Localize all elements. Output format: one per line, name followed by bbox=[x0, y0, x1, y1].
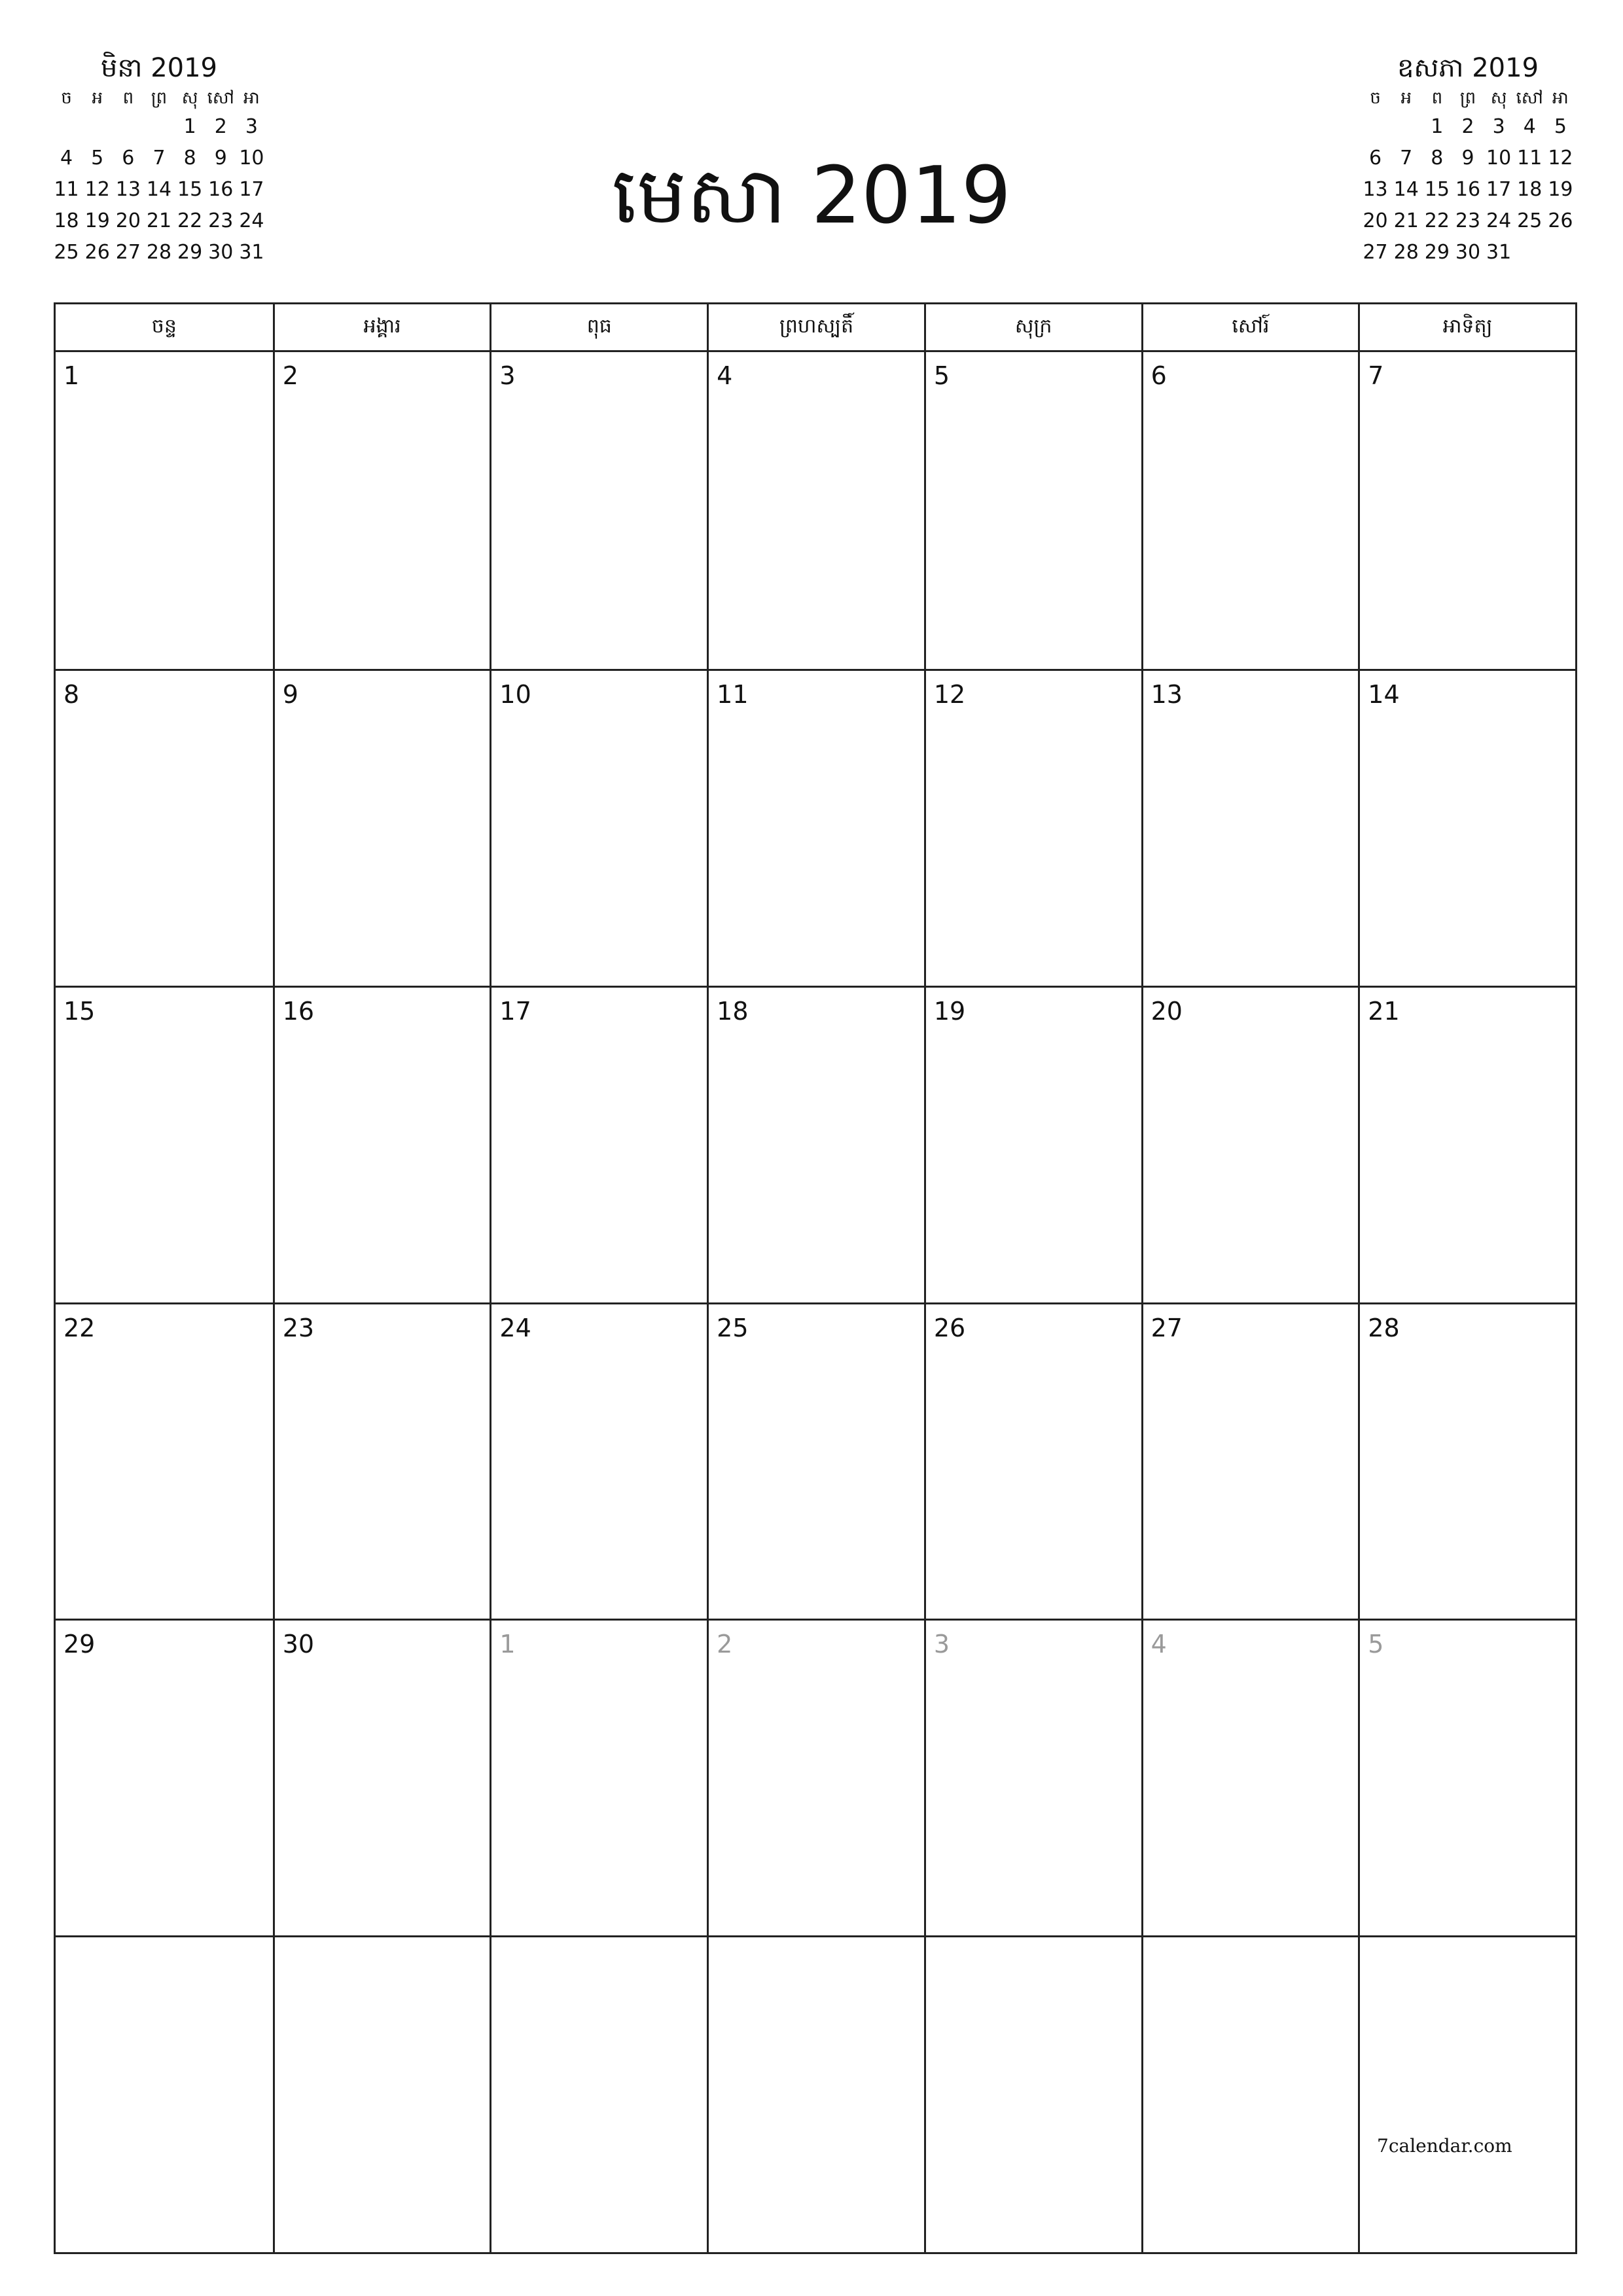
mini-day: 2 bbox=[1461, 115, 1474, 138]
day-number: 1 bbox=[499, 1630, 516, 1659]
mini-day: 9 bbox=[214, 147, 227, 170]
mini-day bbox=[143, 111, 174, 143]
day-number: 17 bbox=[499, 996, 531, 1026]
weekday-header: ព្រហស្បតិ៍ bbox=[707, 304, 924, 350]
mini-day: 23 bbox=[1455, 209, 1481, 232]
mini-day bbox=[113, 111, 143, 143]
mini-weekday: ច bbox=[1370, 88, 1381, 108]
mini-day: 21 bbox=[1393, 209, 1419, 232]
day-number: 8 bbox=[63, 679, 80, 709]
mini-day: 4 bbox=[60, 147, 73, 170]
mini-weekday: ព្រ bbox=[151, 88, 168, 108]
mini-weekday: អ bbox=[92, 88, 103, 108]
mini-day: 1 bbox=[1431, 115, 1444, 138]
weekday-header: សុក្រ bbox=[924, 304, 1141, 350]
day-cell bbox=[56, 1935, 273, 2252]
day-cell bbox=[490, 352, 707, 669]
mini-weekday: ច bbox=[61, 88, 72, 108]
day-number: 13 bbox=[1150, 679, 1183, 709]
day-cell bbox=[1358, 986, 1575, 1302]
mini-day: 26 bbox=[84, 241, 110, 264]
day-number: 22 bbox=[63, 1313, 96, 1342]
day-number: 4 bbox=[1150, 1630, 1167, 1659]
mini-weekday: សុ bbox=[1490, 88, 1507, 108]
day-number: 14 bbox=[1368, 679, 1400, 709]
mini-day bbox=[1545, 237, 1576, 268]
day-number: 2 bbox=[282, 361, 298, 390]
mini-day: 10 bbox=[1486, 147, 1512, 170]
mini-weekday: ព bbox=[122, 88, 134, 108]
day-number: 5 bbox=[1368, 1630, 1384, 1659]
mini-day: 19 bbox=[84, 209, 110, 232]
mini-day: 6 bbox=[122, 147, 135, 170]
mini-weekday: អា bbox=[243, 88, 260, 108]
day-cell bbox=[273, 352, 490, 669]
mini-day: 25 bbox=[1517, 209, 1543, 232]
mini-day: 24 bbox=[1486, 209, 1512, 232]
day-cell bbox=[273, 1935, 490, 2252]
mini-day: 22 bbox=[177, 209, 203, 232]
mini-day: 14 bbox=[146, 178, 172, 201]
day-number: 16 bbox=[282, 996, 315, 1026]
mini-day: 18 bbox=[1517, 178, 1543, 201]
day-cell bbox=[924, 1619, 1141, 1935]
day-number: 3 bbox=[499, 361, 516, 390]
mini-day: 16 bbox=[208, 178, 234, 201]
day-cell bbox=[707, 669, 924, 986]
mini-day: 30 bbox=[208, 241, 234, 264]
mini-day: 24 bbox=[239, 209, 264, 232]
month-calendar-grid bbox=[54, 302, 1577, 2254]
mini-day: 3 bbox=[1492, 115, 1505, 138]
day-number: 2 bbox=[717, 1630, 733, 1659]
day-cell bbox=[1358, 1935, 1575, 2252]
weekday-header: ពុធ bbox=[490, 304, 707, 350]
day-cell bbox=[490, 1302, 707, 1619]
mini-day: 28 bbox=[146, 241, 172, 264]
weekday-header: អង្គារ bbox=[273, 304, 490, 350]
weekday-header: សៅរ៍ bbox=[1141, 304, 1359, 350]
mini-day: 8 bbox=[1431, 147, 1444, 170]
mini-day: 20 bbox=[1363, 209, 1388, 232]
day-number: 1 bbox=[63, 361, 80, 390]
mini-day: 26 bbox=[1548, 209, 1573, 232]
day-cell bbox=[707, 352, 924, 669]
day-number: 15 bbox=[63, 996, 96, 1026]
day-cell bbox=[56, 1619, 273, 1935]
day-number: 25 bbox=[717, 1313, 749, 1342]
mini-weekday: ព្រ bbox=[1459, 88, 1476, 108]
mini-day: 23 bbox=[208, 209, 234, 232]
day-cell bbox=[490, 1935, 707, 2252]
mini-day: 27 bbox=[1363, 241, 1388, 264]
day-number: 23 bbox=[282, 1313, 315, 1342]
next-month-title: ឧសភា 2019 bbox=[1397, 53, 1539, 83]
mini-day: 5 bbox=[1554, 115, 1567, 138]
day-number: 7 bbox=[1368, 361, 1384, 390]
mini-day: 12 bbox=[84, 178, 110, 201]
mini-day: 13 bbox=[115, 178, 141, 201]
mini-day: 11 bbox=[54, 178, 79, 201]
day-number: 3 bbox=[933, 1630, 950, 1659]
mini-day: 7 bbox=[1400, 147, 1413, 170]
mini-day: 13 bbox=[1363, 178, 1388, 201]
mini-day: 27 bbox=[115, 241, 141, 264]
day-number: 18 bbox=[717, 996, 749, 1026]
mini-day: 16 bbox=[1455, 178, 1481, 201]
mini-day bbox=[1391, 111, 1421, 143]
day-number: 9 bbox=[282, 679, 298, 709]
mini-day: 25 bbox=[54, 241, 79, 264]
day-number: 21 bbox=[1368, 996, 1400, 1026]
day-cell bbox=[1141, 669, 1359, 986]
mini-day: 30 bbox=[1455, 241, 1481, 264]
day-cell bbox=[56, 1302, 273, 1619]
next-month-mini-calendar bbox=[1360, 51, 1576, 268]
day-cell bbox=[707, 986, 924, 1302]
day-number: 24 bbox=[499, 1313, 531, 1342]
weekday-header-row bbox=[56, 304, 1575, 352]
mini-weekday: អ bbox=[1400, 88, 1412, 108]
mini-day: 4 bbox=[1523, 115, 1536, 138]
day-cell bbox=[490, 986, 707, 1302]
day-number: 27 bbox=[1150, 1313, 1183, 1342]
mini-day: 14 bbox=[1393, 178, 1419, 201]
day-cell bbox=[1358, 669, 1575, 986]
day-number: 12 bbox=[933, 679, 966, 709]
mini-day bbox=[1514, 237, 1545, 268]
prev-month-mini-calendar bbox=[51, 51, 267, 268]
mini-day: 29 bbox=[177, 241, 203, 264]
day-cell bbox=[1358, 1302, 1575, 1619]
day-number: 30 bbox=[282, 1630, 315, 1659]
mini-weekday: អា bbox=[1552, 88, 1569, 108]
mini-day: 12 bbox=[1548, 147, 1573, 170]
day-cell bbox=[924, 1935, 1141, 2252]
mini-day: 5 bbox=[91, 147, 104, 170]
day-cell bbox=[707, 1619, 924, 1935]
day-cell bbox=[1358, 1619, 1575, 1935]
mini-day: 28 bbox=[1393, 241, 1419, 264]
mini-day: 1 bbox=[183, 115, 196, 138]
mini-weekday: សៅ bbox=[1516, 88, 1543, 108]
day-cell bbox=[490, 669, 707, 986]
page-title: មេសា 2019 bbox=[611, 151, 1012, 242]
day-number: 10 bbox=[499, 679, 531, 709]
day-cell bbox=[273, 669, 490, 986]
mini-day: 17 bbox=[1486, 178, 1512, 201]
mini-day: 31 bbox=[239, 241, 264, 264]
day-cell bbox=[1141, 1619, 1359, 1935]
mini-day: 2 bbox=[214, 115, 227, 138]
day-cell bbox=[56, 669, 273, 986]
prev-month-grid bbox=[51, 85, 267, 268]
day-number: 11 bbox=[717, 679, 749, 709]
mini-day: 6 bbox=[1369, 147, 1382, 170]
prev-month-title: មិនា 2019 bbox=[101, 53, 217, 83]
day-cell bbox=[1141, 352, 1359, 669]
day-cell bbox=[273, 1302, 490, 1619]
mini-day: 18 bbox=[54, 209, 79, 232]
mini-day: 7 bbox=[152, 147, 166, 170]
day-cell bbox=[1141, 986, 1359, 1302]
mini-day: 15 bbox=[1424, 178, 1450, 201]
mini-day: 10 bbox=[239, 147, 264, 170]
day-number: 28 bbox=[1368, 1313, 1400, 1342]
mini-day: 3 bbox=[245, 115, 258, 138]
day-cell bbox=[924, 1302, 1141, 1619]
mini-day: 19 bbox=[1548, 178, 1573, 201]
day-number: 20 bbox=[1150, 996, 1183, 1026]
day-cell bbox=[1141, 1302, 1359, 1619]
mini-weekday: សុ bbox=[181, 88, 198, 108]
day-number: 29 bbox=[63, 1630, 96, 1659]
mini-weekday: ព bbox=[1431, 88, 1443, 108]
day-cell bbox=[924, 986, 1141, 1302]
mini-day: 8 bbox=[183, 147, 196, 170]
mini-day: 20 bbox=[115, 209, 141, 232]
next-month-grid bbox=[1360, 85, 1576, 268]
site-credit: 7calendar.com bbox=[1377, 2135, 1512, 2157]
day-cell bbox=[707, 1935, 924, 2252]
day-cell bbox=[924, 352, 1141, 669]
day-number: 5 bbox=[933, 361, 950, 390]
day-cell bbox=[490, 1619, 707, 1935]
mini-day: 22 bbox=[1424, 209, 1450, 232]
mini-weekday: សៅ bbox=[207, 88, 234, 108]
mini-day: 29 bbox=[1424, 241, 1450, 264]
day-cell bbox=[56, 352, 273, 669]
mini-day bbox=[51, 111, 82, 143]
day-cell bbox=[707, 1302, 924, 1619]
day-number: 19 bbox=[933, 996, 966, 1026]
day-cell bbox=[1141, 1935, 1359, 2252]
weekday-header: ចន្ទ bbox=[151, 315, 177, 338]
mini-day: 11 bbox=[1517, 147, 1543, 170]
mini-day: 21 bbox=[146, 209, 172, 232]
weekday-header: អាទិត្យ bbox=[1358, 304, 1575, 350]
mini-day: 31 bbox=[1486, 241, 1512, 264]
mini-day bbox=[82, 111, 113, 143]
mini-day bbox=[1360, 111, 1391, 143]
day-cell bbox=[924, 669, 1141, 986]
day-cell bbox=[273, 1619, 490, 1935]
mini-day: 9 bbox=[1461, 147, 1474, 170]
day-number: 26 bbox=[933, 1313, 966, 1342]
day-cell bbox=[56, 986, 273, 1302]
day-cell bbox=[273, 986, 490, 1302]
day-number: 6 bbox=[1150, 361, 1167, 390]
day-number: 4 bbox=[717, 361, 733, 390]
day-cell bbox=[1358, 352, 1575, 669]
calendar-weeks bbox=[56, 352, 1575, 2252]
mini-day: 17 bbox=[239, 178, 264, 201]
mini-day: 15 bbox=[177, 178, 203, 201]
